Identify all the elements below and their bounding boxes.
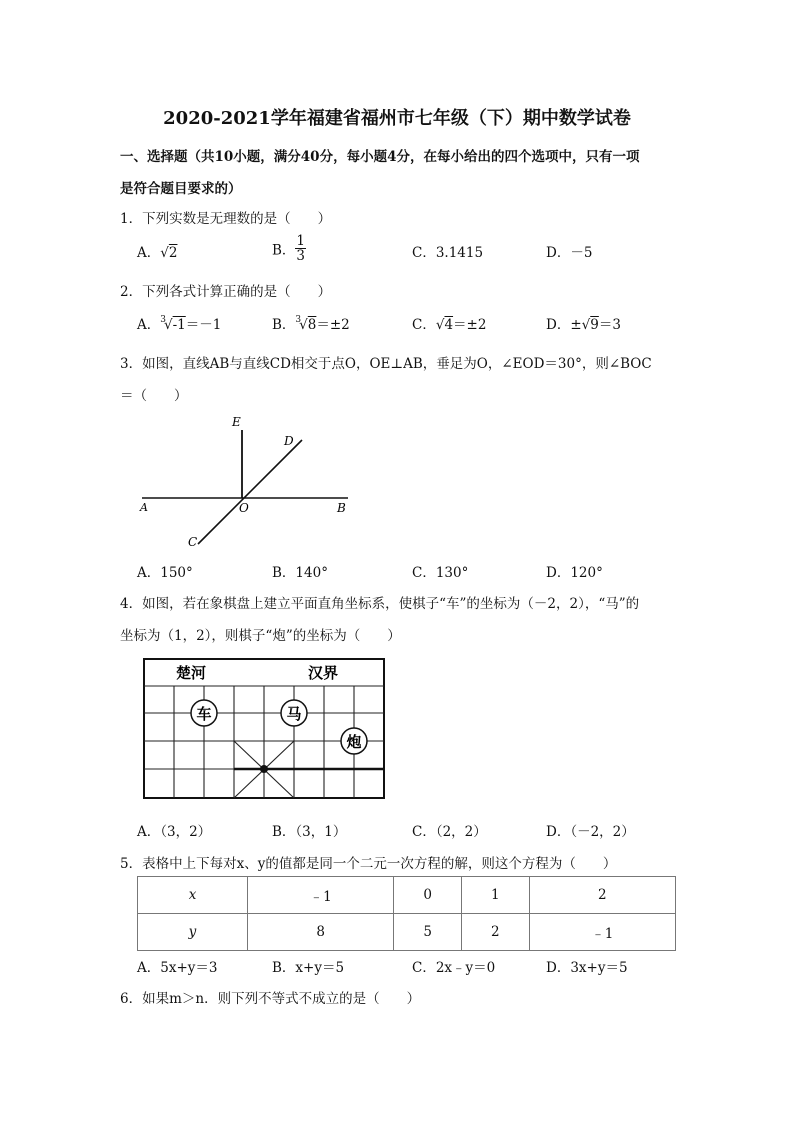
q5-option-c: C．2x﹣y＝0 xyxy=(412,960,496,976)
label-d: D xyxy=(284,434,294,448)
q3-option-a: A．150° xyxy=(137,565,193,581)
q2-stem: 2．下列各式计算正确的是（ ） xyxy=(120,284,332,300)
table-cell: ﹣1 xyxy=(529,914,675,951)
q5-stem: 5．表格中上下每对x、y的值都是同一个二元一次方程的解，则这个方程为（ ） xyxy=(120,856,617,872)
svg-text:炮: 炮 xyxy=(346,733,362,751)
piece-che xyxy=(191,700,217,726)
page-title: 2020-2021学年福建省福州市七年级（下）期中数学试卷 xyxy=(163,108,631,129)
table-cell: ﹣1 xyxy=(248,877,394,914)
q2-option-a: A．$^3$√-1＝－1 xyxy=(137,315,222,333)
q4-option-b: B．（3，1） xyxy=(272,824,347,840)
table-cell: y xyxy=(138,914,248,951)
board-label-hanjie: 汉界 xyxy=(308,664,339,682)
q2-option-d: D．±√9＝3 xyxy=(546,317,621,333)
line-cd xyxy=(198,440,302,544)
table-row xyxy=(138,877,676,914)
q5-option-b: B．x+y＝5 xyxy=(272,960,345,976)
piece-pao xyxy=(341,728,367,754)
q1-stem: 1．下列实数是无理数的是（ ） xyxy=(120,211,332,227)
q3-option-b: B．140° xyxy=(272,565,328,581)
q5-value-table xyxy=(137,876,676,951)
q2-option-b: B．$^3$√8＝±2 xyxy=(272,315,350,333)
svg-text:马: 马 xyxy=(286,705,302,723)
table-cell: 2 xyxy=(461,914,529,951)
board-label-chuhe: 楚河 xyxy=(176,664,207,682)
q3-stem-line2: ＝（ ） xyxy=(120,388,188,404)
q3-stem-line1: 3．如图，直线AB与直线CD相交于点O，OE⊥AB，垂足为O，∠EOD＝30°，则∠BOC xyxy=(120,356,652,372)
q4-stem-line2: 坐标为（1，2），则棋子“炮”的坐标为（ ） xyxy=(120,628,401,644)
q5-option-d: D．3x+y＝5 xyxy=(546,960,628,976)
q1-option-b: B． $\frac{1}{3}$ xyxy=(272,233,306,264)
table-cell: x xyxy=(138,877,248,914)
q3-geometry-figure xyxy=(138,412,358,550)
table-cell: 8 xyxy=(248,914,394,951)
q1-option-a: A．√2 xyxy=(137,245,178,261)
label-a: A xyxy=(140,501,148,514)
table-cell: 5 xyxy=(394,914,462,951)
q6-stem: 6．如果m＞n．则下列不等式不成立的是（ ） xyxy=(120,991,421,1007)
table-cell: 1 xyxy=(461,877,529,914)
label-c: C xyxy=(188,535,198,549)
table-cell: 0 xyxy=(394,877,462,914)
q1-option-c: C．3.1415 xyxy=(412,245,484,261)
q4-option-c: C．（2，2） xyxy=(412,824,487,840)
table-cell: 2 xyxy=(529,877,675,914)
q3-option-c: C．130° xyxy=(412,565,469,581)
q4-option-a: A．（3，2） xyxy=(137,824,212,840)
q5-option-a: A．5x+y＝3 xyxy=(137,960,218,976)
svg-text:车: 车 xyxy=(196,705,212,723)
label-o: O xyxy=(239,501,249,515)
label-b: B xyxy=(337,501,346,515)
q3-option-d: D．120° xyxy=(546,565,603,581)
q4-option-d: D．（－2，2） xyxy=(546,824,635,840)
label-e: E xyxy=(232,415,241,429)
q2-option-c: C．√4＝±2 xyxy=(412,317,487,333)
q1-option-d: D．－5 xyxy=(546,245,593,261)
section-heading-line2: 是符合题目要求的） xyxy=(120,181,242,197)
piece-ma xyxy=(281,700,307,726)
q4-stem-line1: 4．如图，若在象棋盘上建立平面直角坐标系，使棋子“车”的坐标为（－2，2），“马”的 xyxy=(120,596,640,612)
q4-chessboard-figure xyxy=(142,657,388,801)
section-heading-line1: 一、选择题（共10小题，满分40分，每小题4分，在每小给出的四个选项中，只有一项 xyxy=(120,149,640,165)
table-row xyxy=(138,914,676,951)
